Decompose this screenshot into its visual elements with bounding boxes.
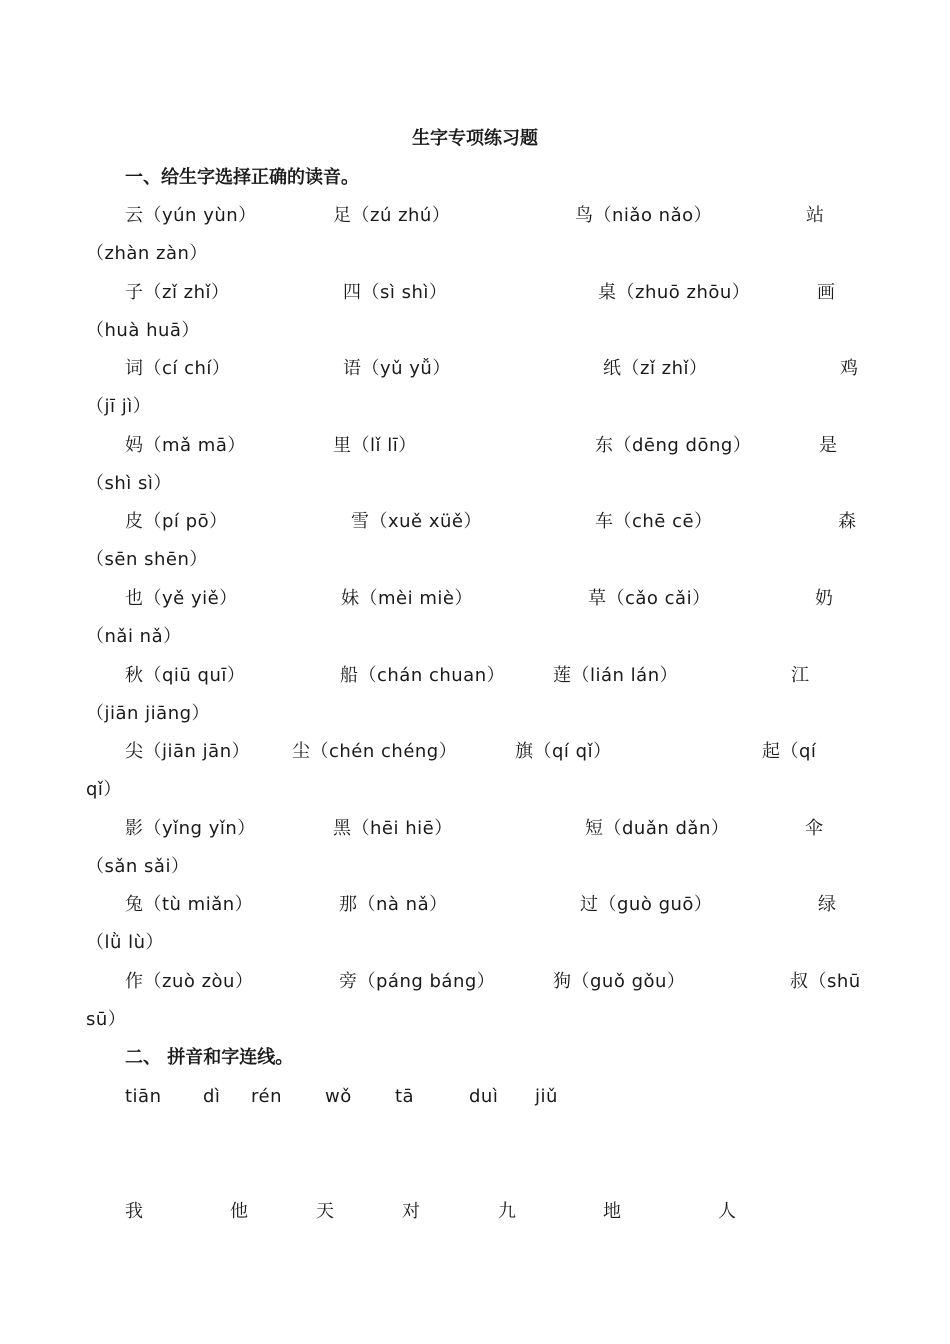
question-item: 兔（tù miǎn） [125, 894, 254, 915]
question-item: 是 [819, 435, 838, 456]
question-item: 四（sì shì） [343, 282, 448, 303]
character-item: 对 [402, 1201, 420, 1222]
question-item: 那（nà nǎ） [339, 894, 448, 915]
pinyin-item: duì [469, 1086, 499, 1107]
section1-heading: 一、给生字选择正确的读音。 [125, 167, 359, 188]
question-item: 旁（páng báng） [339, 971, 496, 992]
question-item: 词（cí chí） [125, 358, 231, 379]
question-item: 狗（guǒ gǒu） [553, 971, 686, 992]
question-item: 秋（qiū quī） [125, 665, 246, 686]
question-item: 旗（qí qǐ） [515, 741, 612, 762]
question-item-wrap: （nǎi nǎ） [86, 626, 182, 647]
question-item: 站 [806, 205, 825, 226]
question-item: 也（yě yiě） [125, 588, 238, 609]
question-item: 奶 [815, 588, 834, 609]
question-item: 伞 [805, 818, 824, 839]
question-item: 叔（shū [790, 971, 861, 992]
question-item-wrap: （shì sì） [86, 473, 172, 494]
question-item-wrap: （jī jì） [86, 396, 152, 417]
question-item: 起（qí [762, 741, 817, 762]
question-item: 草（cǎo cǎi） [588, 588, 711, 609]
question-item: 雪（xuě xüě） [351, 511, 482, 532]
question-item: 云（yún yùn） [125, 205, 257, 226]
question-item: 尖（jiān jān） [125, 741, 251, 762]
pinyin-item: jiǔ [535, 1086, 558, 1107]
question-item-wrap: （zhàn zàn） [86, 243, 208, 264]
question-item: 足（zú zhú） [333, 205, 451, 226]
question-item: 妹（mèi miè） [341, 588, 473, 609]
question-item: 鸡 [840, 358, 859, 379]
question-item: 车（chē cē） [595, 511, 713, 532]
character-item: 我 [125, 1201, 143, 1222]
question-item-wrap: （lǜ lù） [86, 932, 165, 953]
pinyin-item: dì [203, 1086, 221, 1107]
question-item: 过（guò guō） [580, 894, 713, 915]
question-item: 黑（hēi hiē） [333, 818, 453, 839]
question-item: 绿 [818, 894, 837, 915]
question-item-wrap: （huà huā） [86, 320, 200, 341]
question-item: 里（lǐ lī） [333, 435, 417, 456]
question-item-wrap: qǐ） [86, 779, 122, 800]
question-item: 尘（chén chéng） [292, 741, 458, 762]
character-item: 地 [603, 1201, 621, 1222]
character-item: 他 [230, 1201, 248, 1222]
pinyin-item: wǒ [325, 1086, 352, 1107]
question-item-wrap: （sǎn sǎi） [86, 856, 190, 877]
question-item: 作（zuò zòu） [125, 971, 254, 992]
question-item: 森 [838, 511, 857, 532]
question-item: 子（zǐ zhǐ） [125, 282, 230, 303]
question-item: 短（duǎn dǎn） [585, 818, 730, 839]
page-title: 生字专项练习题 [412, 128, 538, 149]
pinyin-item: tiān [125, 1086, 162, 1107]
question-item: 妈（mǎ mā） [125, 435, 246, 456]
question-item: 东（dēng dōng） [595, 435, 752, 456]
question-item: 鸟（niǎo nǎo） [575, 205, 713, 226]
question-item-wrap: sū） [86, 1009, 127, 1030]
question-item: 江 [791, 665, 810, 686]
question-item: 语（yǔ yǚ） [343, 358, 451, 379]
question-item-wrap: （sēn shēn） [86, 549, 208, 570]
section2-heading: 二、 拼音和字连线。 [125, 1047, 294, 1068]
question-item: 画 [817, 282, 836, 303]
question-item-wrap: （jiān jiāng） [86, 703, 211, 724]
question-item: 皮（pí pō） [125, 511, 228, 532]
pinyin-item: rén [251, 1086, 282, 1107]
character-item: 九 [498, 1201, 516, 1222]
character-item: 天 [316, 1201, 334, 1222]
question-item: 莲（lián lán） [553, 665, 679, 686]
pinyin-item: tā [395, 1086, 415, 1107]
question-item: 桌（zhuō zhōu） [598, 282, 751, 303]
question-item: 船（chán chuan） [340, 665, 506, 686]
question-item: 影（yǐng yǐn） [125, 818, 256, 839]
question-item: 纸（zǐ zhǐ） [603, 358, 708, 379]
character-item: 人 [718, 1201, 736, 1222]
